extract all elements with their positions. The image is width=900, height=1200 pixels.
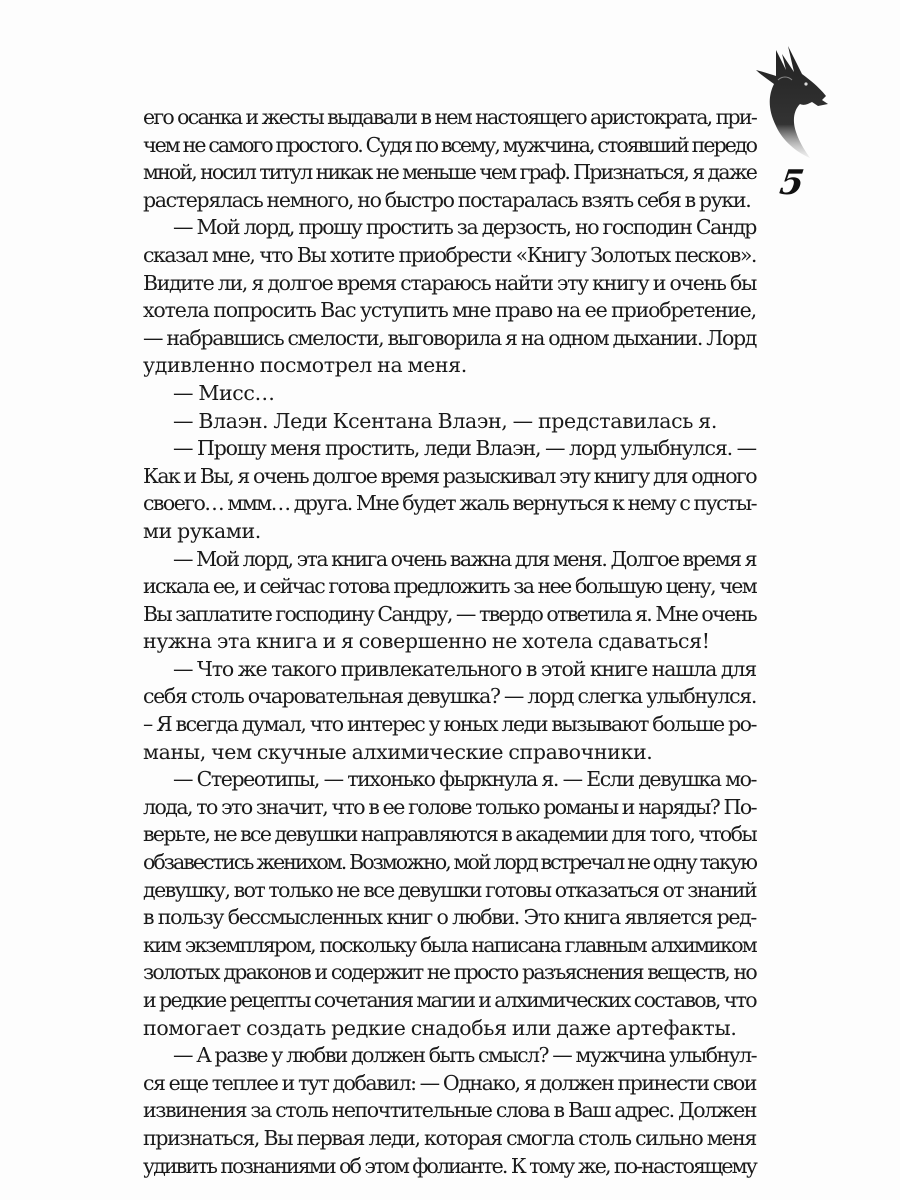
text-line: — А разве у любви должен быть смысл? — мужчина улыбнул- <box>173 1043 756 1068</box>
text-line: своего… ммм… друга. Мне будет жаль вернуться к нему с пусты- <box>143 491 756 516</box>
text-line: признаться, Вы первая леди, которая смогла столь сильно меня <box>143 1125 756 1150</box>
text-line: золотых драконов и содержит не просто разъяснения веществ, но <box>143 960 756 985</box>
text-line: помогает создать редкие снадобья или даже артефакты. <box>143 1015 737 1040</box>
text-line: Видите ли, я долгое время стараюсь найти эту книгу и очень бы <box>143 270 756 295</box>
text-line: извинения за столь непочтительные слова в Ваш адрес. Должен <box>143 1098 756 1123</box>
text-line: верьте, не все девушки направляются в академии для того, чтобы <box>143 822 756 847</box>
body-text <box>143 104 756 1180</box>
text-line: нужна эта книга и я совершенно не хотела сдаваться! <box>143 629 710 654</box>
text-line: маны, чем скучные алхимические справочники. <box>143 739 653 764</box>
text-line: хотела попросить Вас уступить мне право на ее приобретение, <box>143 298 756 323</box>
text-line: — Мисс… <box>173 380 275 405</box>
text-line: — Что же такого привлекательного в этой книге нашла для <box>173 656 756 681</box>
text-line: лода, то это значит, что в ее голове только романы и наряды? По- <box>143 794 756 819</box>
text-line: Как и Вы, я очень долгое время разыскивал эту книгу для одного <box>143 463 756 488</box>
text-line: — Влаэн. Леди Ксентана Влаэн, — представилась я. <box>173 408 717 433</box>
text-line: в пользу бессмысленных книг о любви. Это книга является ред- <box>143 905 756 930</box>
text-line: – Я всегда думал, что интерес у юных леди вызывают больше ро- <box>143 712 756 737</box>
text-line: обзавестись женихом. Возможно, мой лорд встречал не одну такую <box>143 850 756 875</box>
text-line: сказал мне, что Вы хотите приобрести «Книгу Золотых песков». <box>143 242 756 267</box>
text-line: — Прошу меня простить, леди Влаэн, — лорд улыбнулся. — <box>173 436 756 461</box>
text-line: ми руками. <box>143 518 261 543</box>
text-line: Вы заплатите господину Сандру, — твердо ответила я. Мне очень <box>143 601 756 626</box>
text-line: ким экземпляром, поскольку была написана главным алхимиком <box>143 932 756 957</box>
text-line: — Мой лорд, прошу простить за дерзость, но господин Сандр <box>173 215 756 240</box>
text-line: растерялась немного, но быстро постаралась взять себя в руки. <box>143 187 751 212</box>
dragon-head-icon <box>748 40 838 160</box>
text-line: ся еще теплее и тут добавил: — Однако, я должен принести свои <box>143 1070 756 1095</box>
text-line: — набравшись смелости, выговорила я на одном дыхании. Лорд <box>143 325 756 350</box>
text-line: чем не самого простого. Судя по всему, мужчина, стоявший передо <box>143 132 756 157</box>
text-line: искала ее, и сейчас готова предложить за нее большую цену, чем <box>143 574 756 599</box>
page-number: 5 <box>777 163 807 203</box>
text-line: мной, носил титул никак не меньше чем граф. Признаться, я даже <box>143 160 756 185</box>
text-line: — Мой лорд, эта книга очень важна для меня. Долгое время я <box>173 546 756 571</box>
text-line: и редкие рецепты сочетания магии и алхимических составов, что <box>143 988 756 1012</box>
text-line: девушку, вот только не все девушки готовы отказаться от знаний <box>143 877 756 902</box>
text-line: — Стереотипы, — тихонько фыркнула я. — Если девушка мо- <box>173 767 756 792</box>
text-line: себя столь очаровательная девушка? — лорд слегка улыбнулся. <box>143 684 756 709</box>
text-line: удивить познаниями об этом фолианте. К тому же, по-настоящему <box>143 1153 756 1178</box>
text-line: удивленно посмотрел на меня. <box>143 353 467 378</box>
text-line: его осанка и жесты выдавали в нем настоящего аристократа, при- <box>143 105 756 129</box>
